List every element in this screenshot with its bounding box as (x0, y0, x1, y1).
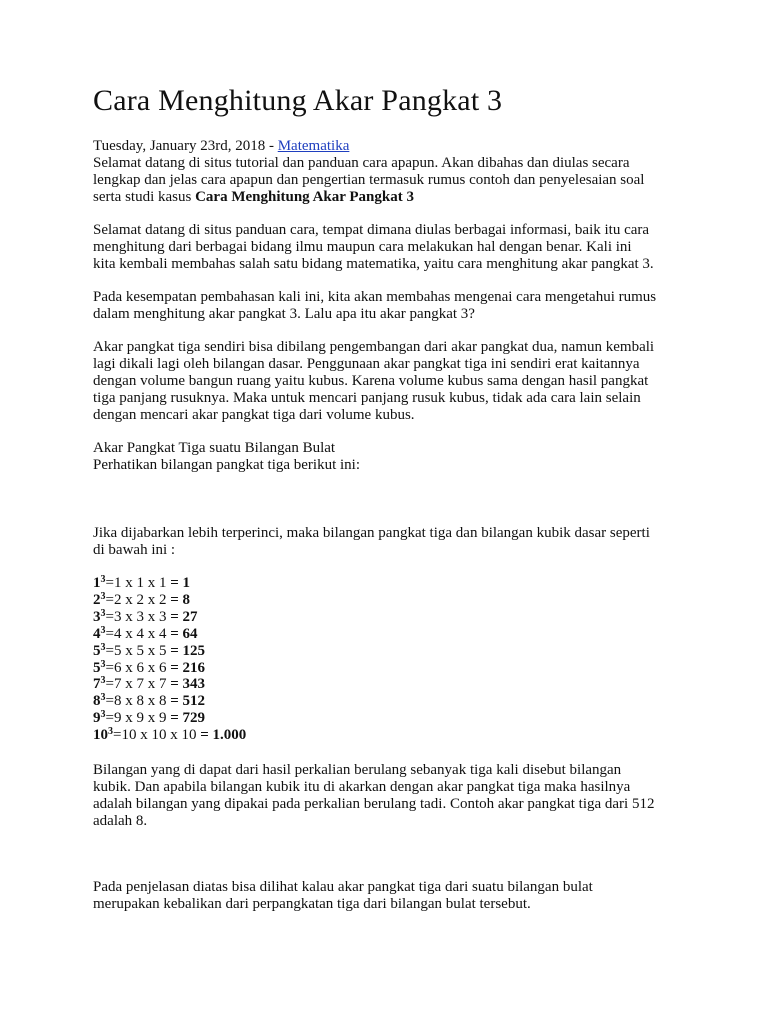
paragraph-line: merupakan kebalikan dari perpangkatan tiga dari bilangan bulat tersebut. (93, 895, 531, 912)
section-heading: Akar Pangkat Tiga suatu Bilangan Bulat (93, 440, 336, 456)
cube-expression: =2 x 2 x 2 (105, 591, 171, 608)
paragraph-line: kita kembali membahas salah satu bidang matematika, yaitu cara menghitung akar pangkat 3. (93, 255, 654, 272)
paragraph-line: Bilangan yang di dapat dari hasil perkalian berulang sebanyak tiga kali disebut bilangan (93, 762, 622, 778)
cube-expression: =10 x 10 x 10 (113, 727, 201, 744)
cube-base: 5 (93, 659, 101, 676)
paragraph-line: Pada kesempatan pembahasan kali ini, kita akan membahas mengenai cara mengetahui rumus (93, 289, 657, 305)
intro-last-prefix: serta studi kasus (93, 188, 196, 205)
cube-expression: =6 x 6 x 6 (105, 659, 171, 676)
cube-expression: =7 x 7 x 7 (105, 676, 171, 693)
intro-paragraph (93, 155, 693, 206)
paragraph-line: kubik. Dan apabila bilangan kubik itu di akarkan dengan akar pangkat tiga maka hasilnya (93, 778, 631, 795)
cube-exponent: 3 (100, 574, 106, 585)
cube-equals: = (170, 676, 179, 693)
meta-separator: - (265, 138, 278, 154)
cube-exponent: 3 (100, 658, 106, 670)
cube-equals: = (170, 659, 179, 676)
cube-expression: =3 x 3 x 3 (105, 608, 171, 625)
intro-line: lengkap dan jelas cara apapun dan pengertian termasuk rumus contoh dan penyelesaian soal (93, 171, 645, 188)
paragraph-line: dengan volume bangun ruang yaitu kubus. Karena volume kubus sama dengan hasil pangkat (93, 372, 649, 389)
paragraph-line: lagi dikali lagi oleh bilangan dasar. Penggunaan akar pangkat tiga ini sendiri erat kaitannya (93, 355, 640, 372)
paragraph-line: tiga panjang rusuknya. Maka untuk mencari panjang rusuk kubus, tidak ada cara lain selain (93, 389, 641, 406)
paragraph-4 (93, 525, 693, 559)
cube-exponent: 3 (100, 590, 106, 602)
cube-result: 729 (182, 710, 206, 727)
cube-equals: = (170, 710, 179, 727)
intro-bold-title: Cara Menghitung Akar Pangkat 3 (195, 188, 414, 205)
cube-result: 216 (182, 659, 206, 676)
cube-expression: =1 x 1 x 1 (105, 575, 171, 591)
cube-base: 1 (93, 575, 101, 591)
cube-expression: =8 x 8 x 8 (105, 693, 171, 710)
post-date: Tuesday, January 23rd, 2018 (93, 138, 266, 154)
cube-result: 1 (182, 575, 191, 591)
cube-base: 5 (93, 642, 101, 659)
cube-row (93, 710, 693, 727)
cube-row (93, 660, 693, 677)
cube-exponent: 3 (108, 726, 113, 738)
category-link[interactable]: Matematika (277, 138, 350, 154)
cube-exponent: 3 (100, 675, 106, 687)
paragraph-line: Akar pangkat tiga sendiri bisa dibilang pengembangan dari akar pangkat dua, namun kembali (93, 339, 655, 355)
cube-expression: =4 x 4 x 4 (105, 625, 171, 642)
cube-equals: = (170, 625, 179, 642)
paragraph-line: Selamat datang di situs panduan cara, tempat dimana diulas berbagai informasi, baik itu cara (93, 222, 650, 238)
cube-result: 512 (182, 693, 206, 710)
intro-line: Selamat datang di situs tutorial dan panduan cara apapun. Akan dibahas dan diulas secara (93, 155, 630, 171)
cube-result: 27 (182, 608, 198, 625)
paragraph-line: adalah bilangan yang dipakai pada perkalian berulang tadi. Contoh akar pangkat tiga dari 512 (93, 795, 655, 812)
section-intro: Perhatikan bilangan pangkat tiga berikut ini: (93, 456, 361, 473)
cube-result: 125 (182, 642, 206, 659)
cube-row (93, 693, 693, 710)
paragraph-2 (93, 289, 693, 323)
cube-row (93, 626, 693, 643)
cube-row (93, 575, 693, 592)
cube-result: 343 (182, 676, 206, 693)
cube-row (93, 643, 693, 660)
paragraph-line: Jika dijabarkan lebih terperinci, maka bilangan pangkat tiga dan bilangan kubik dasar seperti (93, 525, 650, 541)
cube-expression: =9 x 9 x 9 (105, 710, 171, 727)
cube-row (93, 609, 693, 626)
cube-base: 10 (93, 727, 108, 744)
cube-equals: = (170, 642, 179, 659)
cube-base: 9 (93, 710, 101, 727)
cube-row (93, 592, 693, 609)
cube-exponent: 3 (100, 692, 106, 704)
paragraph-line: menghitung dari berbagai bidang ilmu maupun cara melakukan hal dengan benar. Kali ini (93, 238, 632, 255)
paragraph-line: dalam menghitung akar pangkat 3. Lalu apa itu akar pangkat 3? (93, 305, 475, 322)
paragraph-line: adalah 8. (93, 812, 148, 829)
cube-result: 1.000 (212, 727, 247, 744)
article-title: Cara Menghitung Akar Pangkat 3 (93, 84, 503, 117)
cube-base: 4 (93, 625, 101, 642)
cube-row (93, 727, 693, 744)
cube-expression: =5 x 5 x 5 (105, 642, 171, 659)
cube-exponent: 3 (100, 709, 106, 721)
cube-equals: = (170, 608, 179, 625)
cube-equals: = (200, 727, 209, 744)
paragraph-1 (93, 222, 693, 273)
cube-row (93, 676, 693, 693)
cube-equals: = (170, 693, 179, 710)
cube-result: 8 (182, 591, 191, 608)
cube-base: 8 (93, 693, 101, 710)
cube-list (93, 575, 693, 744)
cube-equals: = (170, 575, 179, 591)
section-block (93, 440, 693, 474)
paragraph-line: Pada penjelasan diatas bisa dilihat kalau akar pangkat tiga dari suatu bilangan bulat (93, 879, 593, 895)
cube-exponent: 3 (100, 607, 106, 619)
paragraph-5 (93, 762, 693, 830)
cube-equals: = (170, 591, 179, 608)
article-meta (93, 138, 693, 155)
paragraph-3 (93, 339, 693, 424)
cube-exponent: 3 (100, 624, 106, 636)
paragraph-6 (93, 879, 693, 913)
cube-result: 64 (182, 625, 198, 642)
cube-exponent: 3 (100, 641, 106, 653)
cube-base: 2 (93, 591, 101, 608)
cube-base: 3 (93, 608, 101, 625)
paragraph-line: dengan mencari akar pangkat tiga dari volume kubus. (93, 406, 415, 423)
cube-base: 7 (93, 676, 101, 693)
paragraph-line: di bawah ini : (93, 541, 176, 558)
